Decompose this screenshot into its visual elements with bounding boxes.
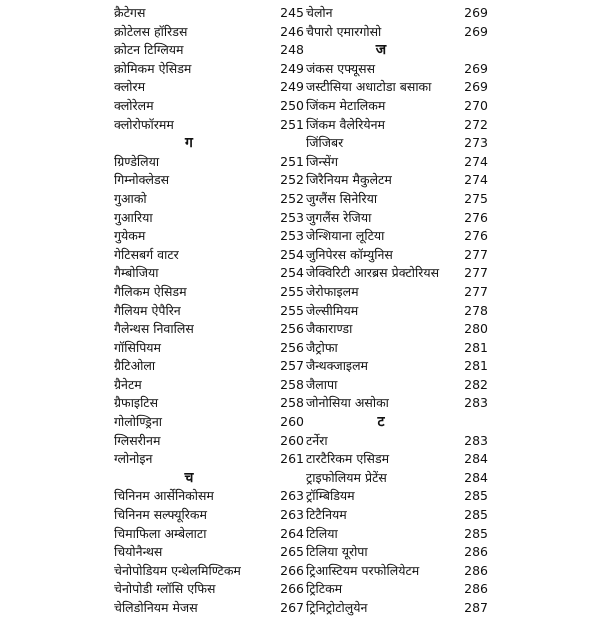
entry-term: जिंकम मेटालिकम [306, 97, 386, 113]
entry-term: चियोनैन्थस [114, 544, 163, 560]
index-entry [306, 78, 488, 97]
entry-term: ट्रिटिकम [306, 581, 343, 597]
index-entry [114, 23, 304, 42]
entry-page-number: 254 [280, 246, 304, 262]
index-entry [114, 432, 304, 451]
entry-term: क्रोटन टिग्लियम [114, 42, 184, 58]
index-column-left [114, 4, 304, 618]
entry-term: ट्रॉम्बिडियम [306, 488, 355, 504]
entry-page-number: 253 [280, 228, 304, 244]
entry-page-number: 276 [464, 209, 488, 225]
entry-page-number: 258 [280, 376, 304, 392]
entry-page-number: 273 [464, 135, 488, 151]
entry-term: ग्रैफाइटिस [114, 395, 159, 411]
entry-page-number: 261 [280, 451, 304, 467]
entry-term: चेनोपोडियम एन्थेलमिण्टिकम [114, 562, 241, 578]
index-column-right [306, 4, 488, 618]
entry-term: गैम्बोजिया [114, 265, 159, 281]
entry-page-number: 266 [280, 562, 304, 578]
entry-page-number: 277 [464, 246, 488, 262]
index-entry [114, 4, 304, 23]
index-entry [114, 339, 304, 358]
entry-page-number: 285 [464, 525, 488, 541]
index-entry [114, 209, 304, 228]
entry-term: जेन्शियाना लूटिया [306, 228, 385, 244]
entry-term: ग्रैनेटम [114, 376, 142, 392]
index-entry [114, 394, 304, 413]
entry-term: जिंजिबर [306, 135, 344, 151]
index-entry [306, 450, 488, 469]
entry-term: जुगलैंस रेजिया [306, 209, 372, 225]
entry-term: चेलोन [306, 5, 333, 20]
entry-page-number: 246 [280, 23, 304, 39]
entry-page-number: 257 [280, 358, 304, 374]
index-entry [306, 394, 488, 413]
index-entry [306, 227, 488, 246]
index-entry [306, 97, 488, 116]
entry-term: चेलिडोनियम मेजस [114, 600, 198, 615]
index-entry [114, 190, 304, 209]
index-entry [114, 78, 304, 97]
entry-page-number: 284 [464, 451, 488, 467]
entry-term: टिटैनियम [306, 507, 347, 523]
index-entry [114, 562, 304, 581]
entry-term: गैलिकम ऐसिडम [114, 283, 187, 299]
index-entry [114, 357, 304, 376]
entry-term: क्रैटेगस [114, 5, 146, 20]
entry-page-number: 286 [464, 581, 488, 597]
entry-page-number: 269 [464, 60, 488, 76]
entry-page-number: 248 [280, 42, 304, 58]
entry-page-number: 277 [464, 265, 488, 281]
index-entry [114, 320, 304, 339]
entry-page-number: 264 [280, 525, 304, 541]
entry-term: ग्रैटिओला [114, 358, 156, 374]
entry-page-number: 274 [464, 153, 488, 169]
index-entry [306, 302, 488, 321]
entry-page-number: 269 [464, 79, 488, 95]
entry-term: जेल्सीमियम [306, 302, 359, 318]
index-entry [306, 339, 488, 358]
entry-term: क्रोमिकम ऐसिडम [114, 60, 192, 76]
entry-page-number: 258 [280, 395, 304, 411]
index-entry [114, 580, 304, 599]
index-entry [306, 60, 488, 79]
entry-term: ट्रिनिट्रोटोलुयेन [306, 600, 368, 615]
entry-term: जैलापा [306, 376, 338, 392]
entry-term: ग्लोनोइन [114, 451, 153, 467]
entry-term: ग्लिसरीनम [114, 432, 161, 448]
index-entry [306, 4, 488, 23]
section-letter-heading [114, 134, 304, 153]
entry-term: क्रोटेलस हॉरिडस [114, 23, 188, 39]
entry-page-number: 254 [280, 265, 304, 281]
entry-page-number: 285 [464, 507, 488, 523]
entry-term: टिलिया यूरोपा [306, 544, 368, 560]
index-entry [114, 450, 304, 469]
entry-term: चिनिनम सल्फ्यूरिकम [114, 507, 207, 523]
entry-page-number: 256 [280, 339, 304, 355]
index-entry [306, 320, 488, 339]
entry-term: गोलोण्ड्रिना [114, 414, 163, 430]
entry-term: टारटैरिकम एसिडम [306, 451, 390, 467]
index-entry [114, 525, 304, 544]
index-entry [306, 357, 488, 376]
index-entry [306, 153, 488, 172]
entry-page-number: 267 [280, 600, 304, 615]
entry-page-number: 265 [280, 544, 304, 560]
index-entry [114, 227, 304, 246]
index-entry [306, 469, 488, 488]
index-entry [114, 41, 304, 60]
entry-page-number: 251 [280, 116, 304, 132]
entry-term: टर्नेरा [306, 432, 328, 448]
index-entry [306, 580, 488, 599]
entry-page-number: 252 [280, 172, 304, 188]
entry-term: जैट्रोफा [306, 339, 338, 355]
entry-term: जोनोसिया असोका [306, 395, 389, 411]
entry-term: जेक्विरिटी आरब्रस प्रेक्टोरियस [306, 265, 440, 281]
entry-term: चिनिनम आर्सेनिकोसम [114, 488, 214, 504]
entry-page-number: 255 [280, 302, 304, 318]
entry-term: जुग्लैंस सिनेरिया [306, 190, 378, 206]
index-entry [306, 543, 488, 562]
entry-term: चिमाफिला अम्बेलाटा [114, 525, 207, 541]
entry-term: गॉसिपियम [114, 339, 162, 355]
entry-page-number: 276 [464, 228, 488, 244]
entry-term: जैन्थक्जाइलम [306, 358, 369, 374]
entry-page-number: 281 [464, 358, 488, 374]
entry-page-number: 283 [464, 395, 488, 411]
index-entry [114, 543, 304, 562]
entry-page-number: 277 [464, 283, 488, 299]
entry-page-number: 278 [464, 302, 488, 318]
index-entry [306, 283, 488, 302]
entry-term: गैलेन्थस निवालिस [114, 321, 194, 337]
index-entry [114, 487, 304, 506]
entry-term: जैकाराण्डा [306, 321, 353, 337]
entry-page-number: 281 [464, 339, 488, 355]
entry-term: जिंकम वैलेरियेनम [306, 116, 385, 132]
section-letter: च [184, 469, 194, 486]
entry-term: चेनोपोडी ग्लॉसि एफिस [114, 581, 216, 597]
index-entry [114, 246, 304, 265]
entry-term: टिलिया [306, 525, 338, 541]
section-letter: ट [377, 414, 385, 431]
entry-term: जस्टीसिया अधाटोडा बसाका [306, 79, 432, 95]
entry-page-number: 270 [464, 97, 488, 113]
index-entry [306, 376, 488, 395]
index-entry [114, 506, 304, 525]
entry-page-number: 260 [280, 414, 304, 430]
entry-page-number: 282 [464, 376, 488, 392]
entry-page-number: 245 [280, 5, 304, 20]
entry-page-number: 286 [464, 544, 488, 560]
entry-term: ग्रिण्डेलिया [114, 153, 160, 169]
entry-page-number: 249 [280, 60, 304, 76]
index-entry [114, 283, 304, 302]
index-entry [114, 60, 304, 79]
entry-term: चैपारो एमारगोसो [306, 23, 382, 39]
index-entry [114, 302, 304, 321]
entry-term: क्लोरेलम [114, 97, 154, 113]
entry-term: गुयेकम [114, 228, 146, 244]
entry-page-number: 269 [464, 23, 488, 39]
entry-term: जंकस एफ्यूसस [306, 60, 376, 76]
entry-term: जिन्सेंग [306, 153, 339, 169]
section-letter-heading [306, 413, 488, 432]
section-letter-heading [306, 41, 488, 60]
index-entry [114, 413, 304, 432]
entry-page-number: 274 [464, 172, 488, 188]
entry-term: ट्रिआस्टियम परफोलियेटम [306, 562, 420, 578]
entry-page-number: 252 [280, 190, 304, 206]
entry-page-number: 272 [464, 116, 488, 132]
entry-page-number: 280 [464, 321, 488, 337]
index-entry [306, 171, 488, 190]
entry-page-number: 256 [280, 321, 304, 337]
entry-page-number: 269 [464, 5, 488, 20]
index-entry [306, 134, 488, 153]
index-entry [306, 246, 488, 265]
index-entry [114, 153, 304, 172]
entry-page-number: 286 [464, 562, 488, 578]
index-entry [306, 432, 488, 451]
entry-page-number: 251 [280, 153, 304, 169]
index-entry [114, 376, 304, 395]
entry-term: गैलियम ऐपैरिन [114, 302, 181, 318]
entry-term: गिम्नोक्लेडस [114, 172, 170, 188]
index-entry [306, 562, 488, 581]
index-entry [306, 116, 488, 135]
entry-page-number: 287 [464, 600, 488, 615]
entry-page-number: 250 [280, 97, 304, 113]
section-letter: ज [375, 42, 387, 59]
section-letter: ग [185, 135, 193, 152]
index-entry [306, 264, 488, 283]
entry-term: ट्राइफोलियम प्रेटेंस [306, 469, 387, 485]
entry-page-number: 253 [280, 209, 304, 225]
entry-term: जिरैनियम मैकुलेटम [306, 172, 392, 188]
entry-page-number: 255 [280, 283, 304, 299]
index-entry [306, 487, 488, 506]
entry-term: गुआको [114, 190, 147, 206]
entry-term: जेरोफाइलम [306, 283, 359, 299]
entry-term: जुनिपेरस कॉम्युनिस [306, 246, 393, 262]
index-entry [114, 171, 304, 190]
index-entry [114, 116, 304, 135]
entry-page-number: 260 [280, 432, 304, 448]
entry-page-number: 275 [464, 190, 488, 206]
index-entry [306, 23, 488, 42]
index-entry [306, 190, 488, 209]
index-entry [114, 97, 304, 116]
entry-page-number: 263 [280, 507, 304, 523]
entry-page-number: 283 [464, 432, 488, 448]
entry-page-number: 263 [280, 488, 304, 504]
index-entry [306, 599, 488, 618]
entry-term: गेटिसबर्ग वाटर [114, 246, 179, 262]
section-letter-heading [114, 469, 304, 488]
entry-page-number: 284 [464, 469, 488, 485]
index-entry [306, 506, 488, 525]
entry-page-number: 249 [280, 79, 304, 95]
entry-term: गुआरिया [114, 209, 153, 225]
index-entry [306, 209, 488, 228]
entry-term: क्लोरम [114, 79, 146, 95]
index-entry [114, 264, 304, 283]
entry-page-number: 285 [464, 488, 488, 504]
index-entry [306, 525, 488, 544]
entry-page-number: 266 [280, 581, 304, 597]
entry-term: क्लोरोफॉरमम [114, 116, 174, 132]
index-entry [114, 599, 304, 618]
